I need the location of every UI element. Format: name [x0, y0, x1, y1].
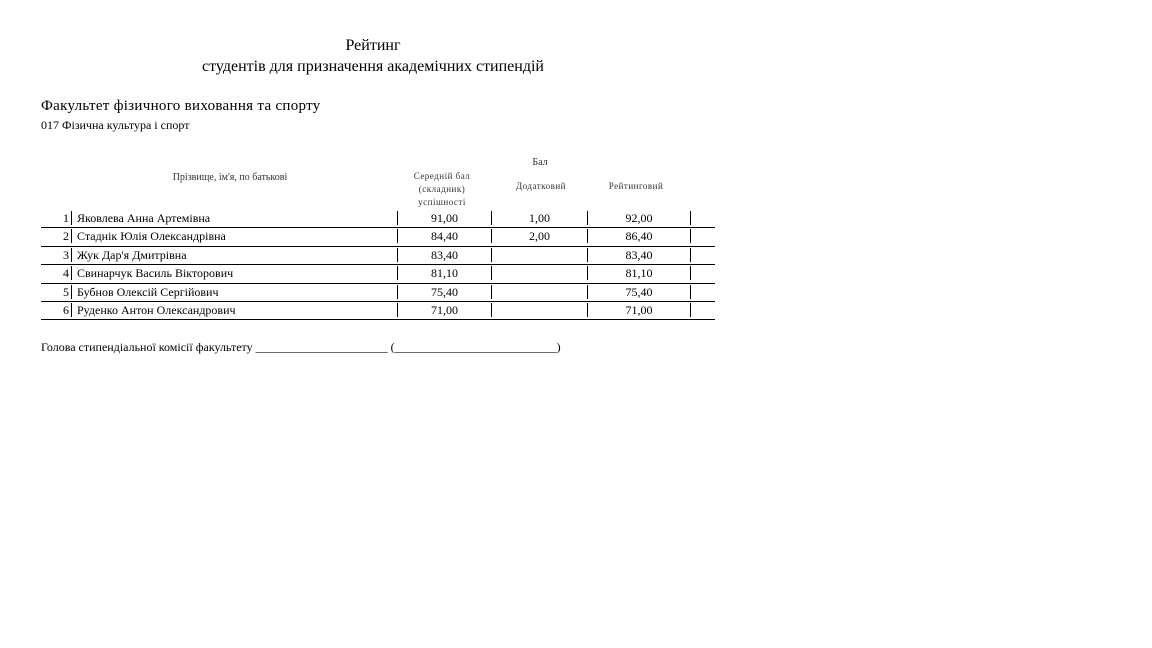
cell-divider: [491, 229, 492, 243]
rating-score: 86,40: [625, 229, 653, 244]
cell-divider: [71, 285, 72, 299]
faculty-name: Факультет фізичного виховання та спорту: [41, 98, 321, 114]
cell-divider: [397, 266, 398, 280]
cell-divider: [690, 229, 691, 243]
cell-divider: [690, 266, 691, 280]
rating-score: 71,00: [625, 302, 653, 317]
additional-score: 1,00: [529, 211, 550, 225]
student-name: Жук Дар'я Дмитрівна: [77, 247, 187, 262]
cell-divider: [690, 303, 691, 317]
student-name: Свинарчук Василь Вікторович: [77, 266, 234, 281]
additional-score: 2,00: [529, 229, 550, 244]
cell-divider: [397, 229, 398, 243]
document-subtitle: студентів для призначення академічних стипендій: [201, 58, 544, 75]
cell-divider: [491, 211, 492, 225]
rating-score: 75,40: [625, 284, 653, 299]
column-header-additional: Додатковий: [516, 181, 566, 191]
average-score: 81,10: [431, 266, 458, 281]
student-name: Руденко Антон Олександрович: [77, 302, 236, 317]
row-number: 4: [63, 266, 69, 281]
cell-divider: [397, 248, 398, 262]
row-number: 5: [63, 284, 69, 299]
signature-line: Голова стипендіальної комісії факультету ______________________ (___________________________): [41, 340, 561, 354]
cell-divider: [587, 211, 588, 225]
table-row: [41, 228, 715, 246]
student-name: Яковлева Анна Артемівна: [77, 211, 211, 225]
cell-divider: [690, 248, 691, 262]
cell-divider: [587, 303, 588, 317]
column-header-name: Прізвище, ім'я, по батькові: [172, 172, 288, 183]
cell-divider: [587, 229, 588, 243]
column-header-rating: Рейтинговий: [608, 181, 664, 191]
cell-divider: [690, 211, 691, 225]
student-name: Стаднік Юлія Олександрівна: [77, 229, 226, 244]
cell-divider: [397, 285, 398, 299]
row-number: 2: [63, 229, 69, 244]
row-number: 6: [63, 302, 69, 317]
table-row: [41, 265, 715, 283]
rating-table: [41, 210, 715, 320]
column-header-average: Середній бал (складник) успішності: [413, 171, 471, 207]
average-score: 75,40: [431, 284, 458, 299]
cell-divider: [587, 285, 588, 299]
document-title: Рейтинг: [345, 37, 401, 54]
table-row: [41, 247, 715, 265]
specialty-name: 017 Фізична культура і спорт: [41, 118, 190, 132]
student-name: Бубнов Олексій Сергійович: [77, 284, 219, 299]
cell-divider: [491, 248, 492, 262]
table-row: [41, 302, 715, 320]
cell-divider: [71, 248, 72, 262]
cell-divider: [397, 303, 398, 317]
average-score: 91,00: [431, 211, 458, 225]
average-score: 83,40: [431, 247, 458, 262]
cell-divider: [491, 266, 492, 280]
row-number: 3: [63, 247, 69, 262]
cell-divider: [690, 285, 691, 299]
rating-score: 92,00: [625, 211, 653, 225]
column-group-header-score: Бал: [532, 157, 548, 168]
rating-score: 81,10: [625, 266, 653, 281]
row-number: 1: [63, 211, 69, 225]
cell-divider: [71, 303, 72, 317]
cell-divider: [587, 248, 588, 262]
cell-divider: [71, 266, 72, 280]
cell-divider: [587, 266, 588, 280]
average-score: 84,40: [431, 229, 458, 244]
table-row: [41, 210, 715, 228]
table-row: [41, 284, 715, 302]
cell-divider: [71, 211, 72, 225]
cell-divider: [491, 285, 492, 299]
cell-divider: [397, 211, 398, 225]
cell-divider: [71, 229, 72, 243]
average-score: 71,00: [431, 302, 458, 317]
cell-divider: [491, 303, 492, 317]
rating-score: 83,40: [625, 247, 653, 262]
